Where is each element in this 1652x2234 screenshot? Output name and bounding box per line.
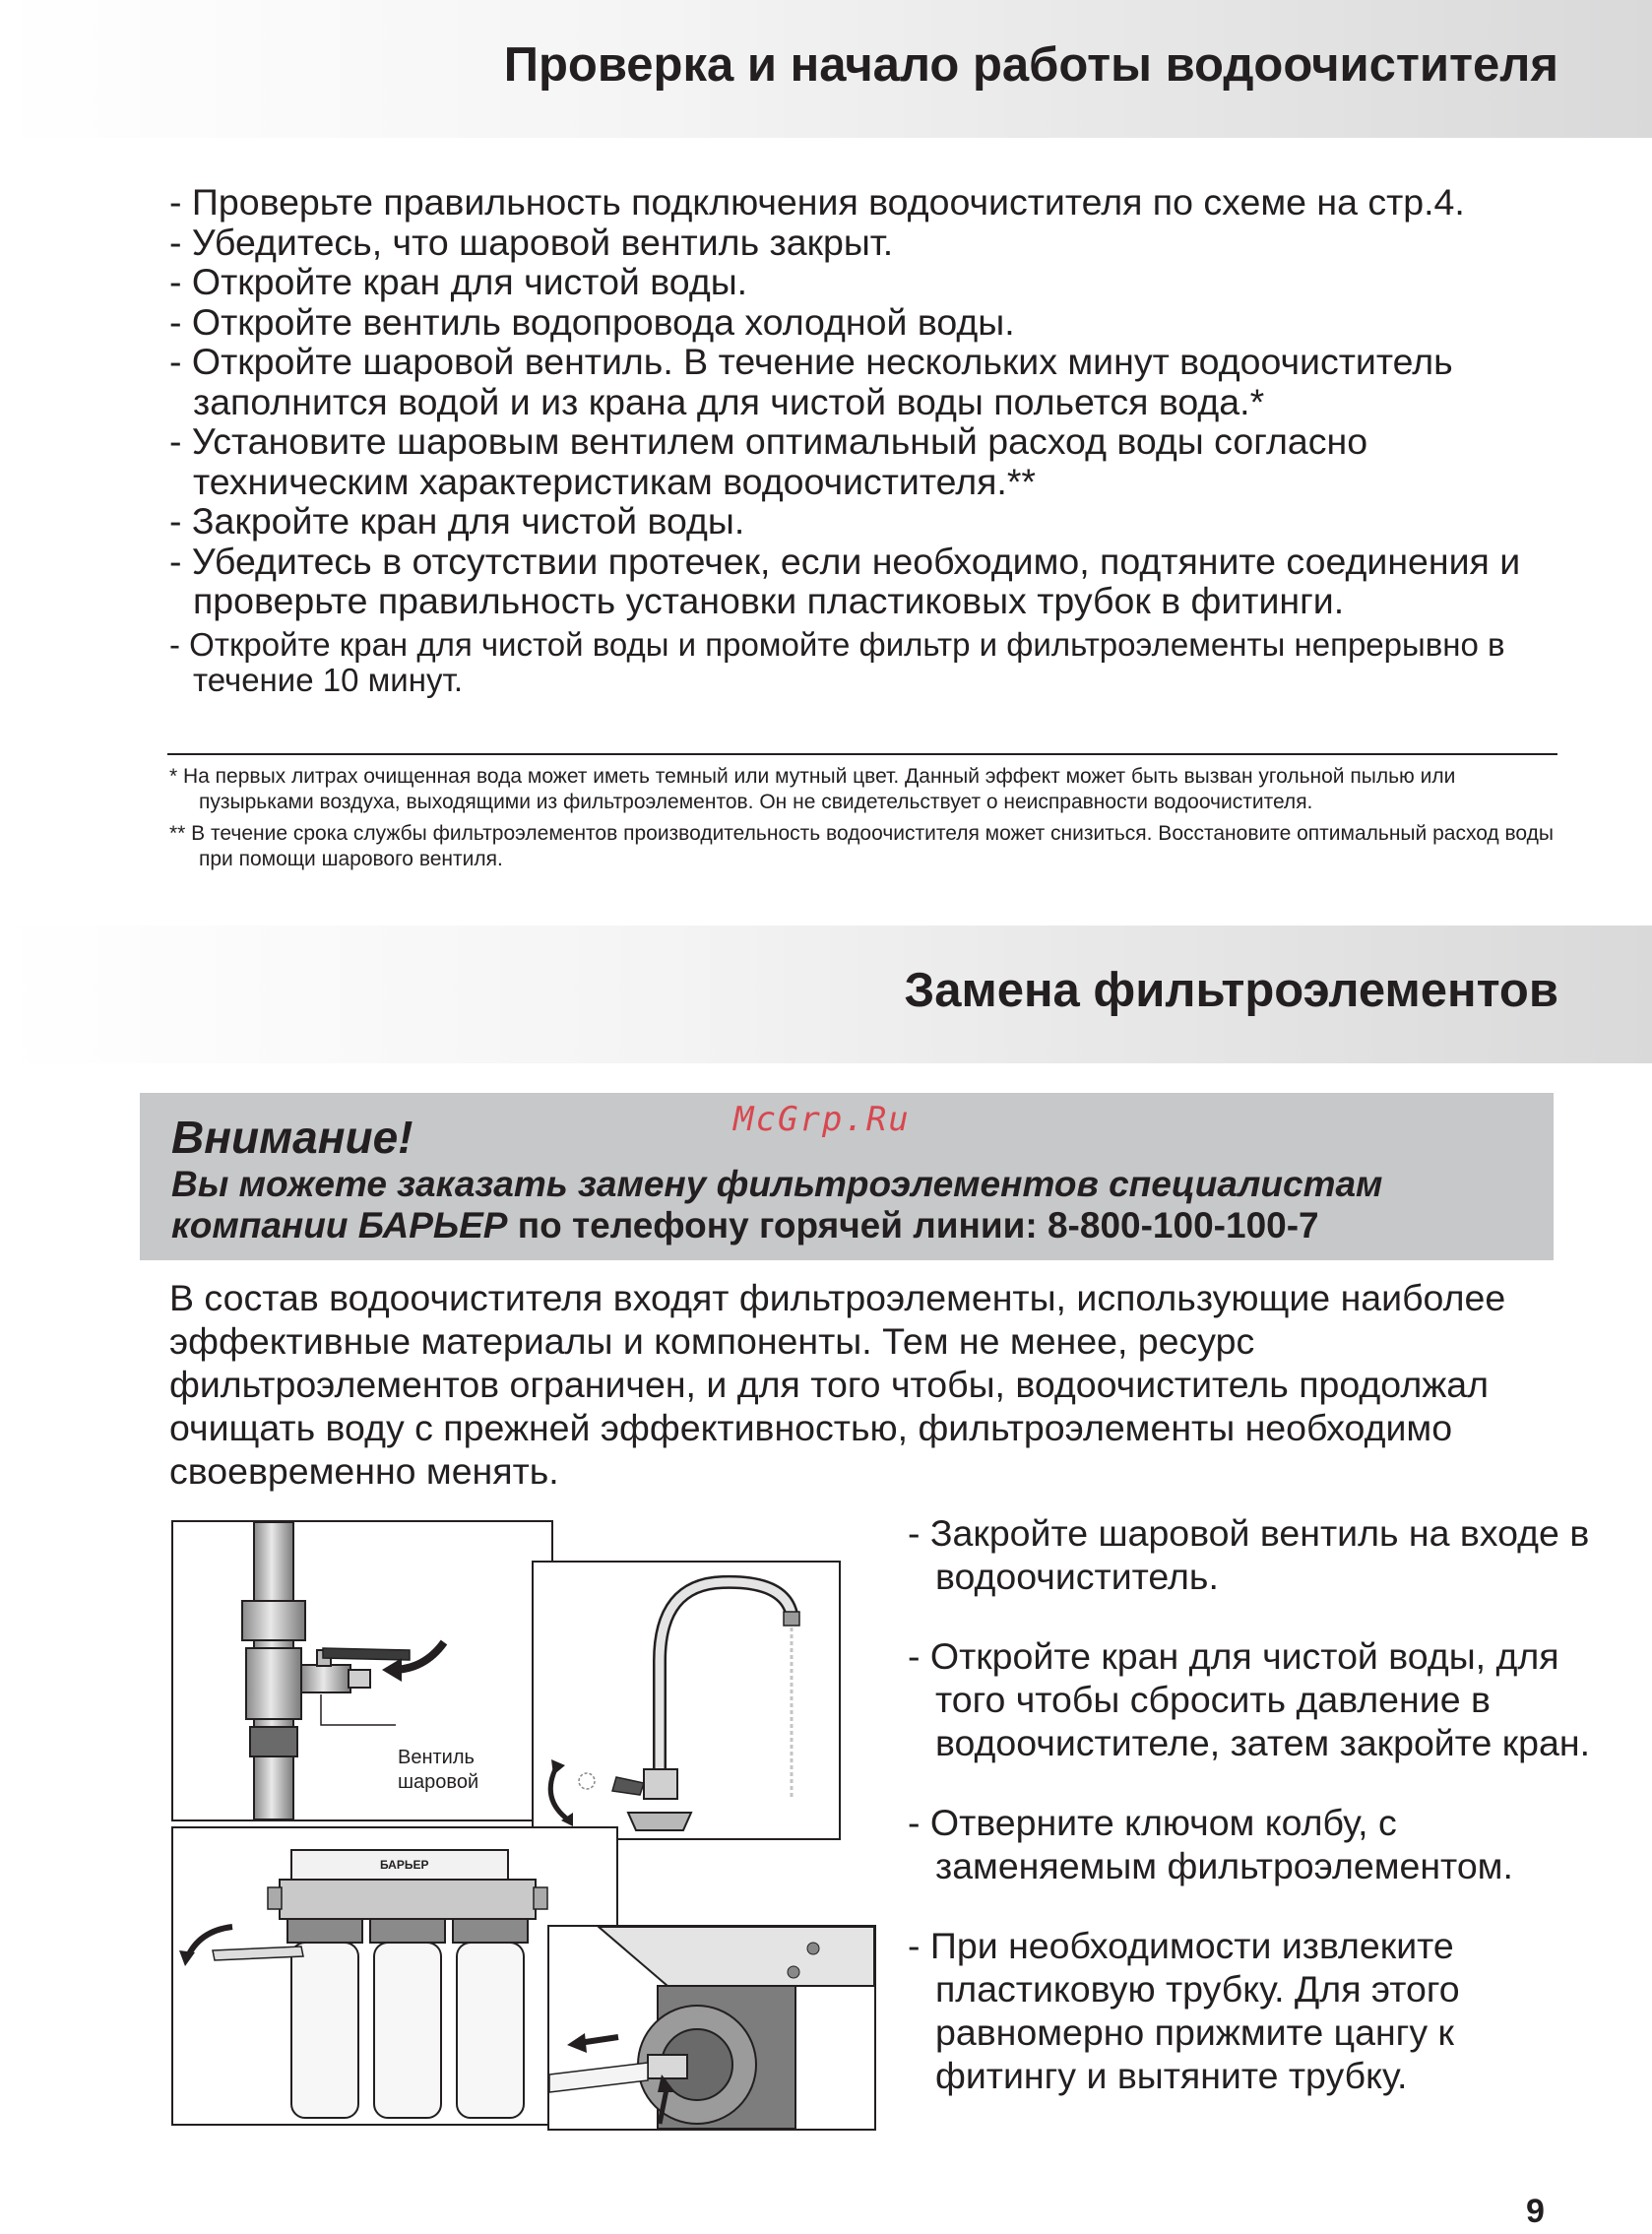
hotline-text: по телефону горячей линии: 8-800-100-100-7 xyxy=(507,1205,1319,1245)
attention-text xyxy=(171,1205,1319,1246)
ball-valve-illustration xyxy=(171,1520,553,1821)
list-item: - Отверните ключом колбу, с заменяемым фильтроэлементом. xyxy=(908,1802,1513,1886)
list-item: - Проверьте правильность подключения водоочистителя по схеме на стр.4. xyxy=(169,181,1465,223)
company-name: компании БАРЬЕР xyxy=(171,1205,508,1245)
intro-paragraph: В состав водоочистителя входят фильтроэлементы, использующие наиболее эффективные материалы и компоненты. Тем не менее, ресурс фильтроэлементов ограничен, и для того чтобы, водоочиститель продолжал очищать воду с прежней эффективностью, фильтроэлементы необходимо своевременно менять. xyxy=(169,1277,1506,1492)
list-item: - Закройте шаровой вентиль на входе в водоочиститель. xyxy=(908,1512,1590,1597)
section-title: Замена фильтроэлементов xyxy=(904,964,1558,1017)
brand-label: БАРЬЕР xyxy=(380,1858,429,1872)
footnote: * На первых литрах очищенная вода может иметь темный или мутный цвет. Данный эффект может быть вызван угольной пылью или пузырьками воздуха, выходящими из фильтроэлементов. Он не свидетельствует о неисправности водоочистителя. xyxy=(169,765,1456,813)
watermark: McGrp.Ru xyxy=(733,1100,911,1139)
list-item: - Закройте кран для чистой воды. xyxy=(169,500,745,542)
faucet-illustration xyxy=(532,1561,841,1840)
section-header xyxy=(0,926,1652,1063)
attention-heading: Внимание! xyxy=(171,1112,413,1163)
attention-text: Вы можете заказать замену фильтроэлементов специалистам xyxy=(171,1164,1383,1204)
list-item: - Убедитесь, что шаровой вентиль закрыт. xyxy=(169,221,894,263)
section-header xyxy=(0,0,1652,138)
footnote: ** В течение срока службы фильтроэлементов производительность водоочистителя может снизиться. Восстановите оптимальный расход воды при помощи шарового вентиля. xyxy=(169,822,1554,870)
replacement-steps-list xyxy=(908,1511,1597,2097)
check-steps-list xyxy=(169,182,1567,698)
valve-label: шаровой xyxy=(398,1771,479,1793)
fitting-closeup-illustration xyxy=(547,1925,876,2131)
list-item: - Убедитесь в отсутствии протечек, если необходимо, подтяните соединения и проверьте правильность установки пластиковых трубок в фитинги. xyxy=(169,540,1521,621)
list-item: - Откройте кран для чистой воды. xyxy=(169,261,748,302)
valve-label: Вентиль xyxy=(398,1747,475,1768)
footnotes xyxy=(169,764,1567,878)
list-item: - Откройте шаровой вентиль. В течение нескольких минут водоочиститель заполнится водой и из крана для чистой воды польется вода.* xyxy=(169,341,1453,422)
page-number: 9 xyxy=(1526,2193,1545,2230)
list-item: - Откройте кран для чистой воды, для того чтобы сбросить давление в водоочистителе, затем закройте кран. xyxy=(908,1635,1591,1763)
divider xyxy=(167,753,1557,755)
list-item: - Откройте вентиль водопровода холодной воды. xyxy=(169,300,1015,343)
section-title: Проверка и начало работы водоочистителя xyxy=(503,38,1558,92)
list-item: - Установите шаровым вентилем оптимальный расход воды согласно техническим характеристикам водоочистителя.** xyxy=(169,420,1368,502)
list-item: - Откройте кран для чистой воды и промойте фильтр и фильтроэлементы непрерывно в течение 10 минут. xyxy=(169,625,1505,698)
list-item: - При необходимости извлеките пластиковую трубку. Для этого равномерно прижмите цангу к фитингу и вытяните трубку. xyxy=(908,1925,1460,2096)
